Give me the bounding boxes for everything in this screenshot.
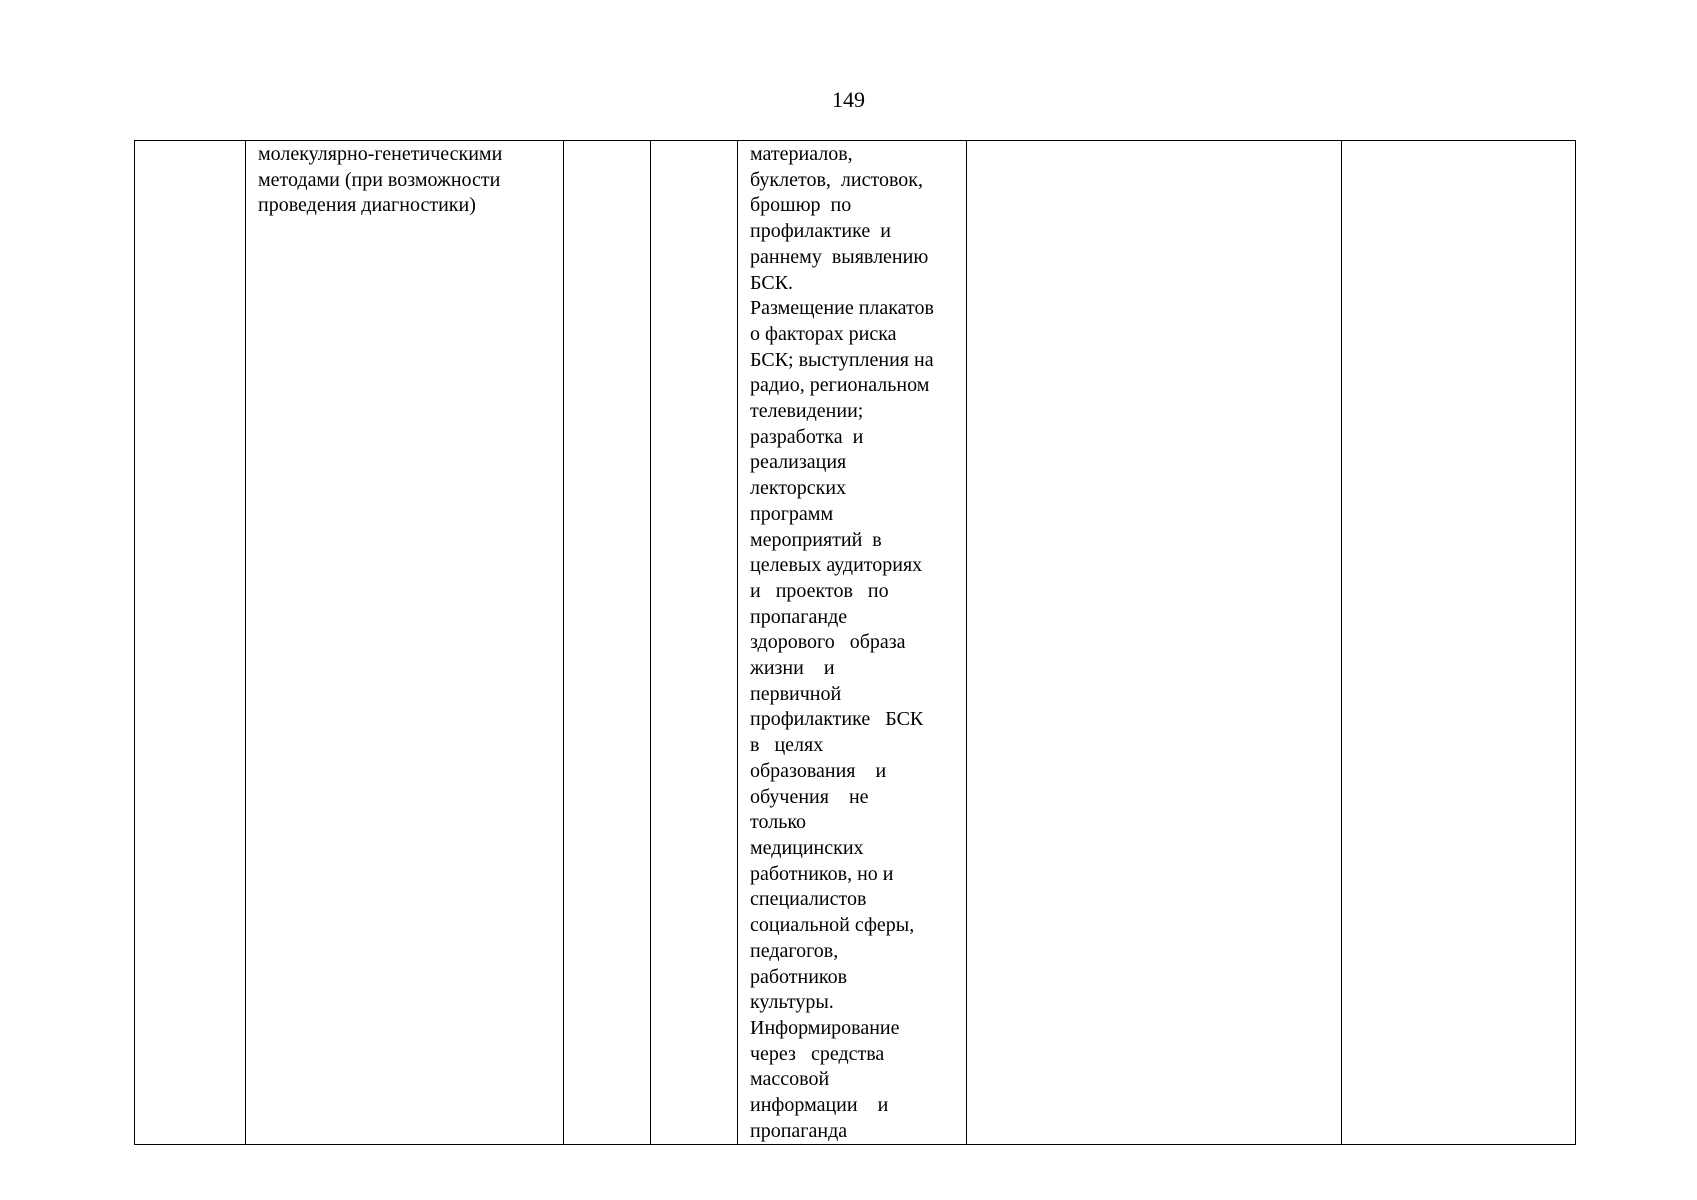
text-line: медицинских (750, 836, 864, 859)
text-line: разработка и (750, 425, 864, 448)
text-line: реализация (750, 451, 847, 474)
text-line: обучения не (750, 785, 869, 808)
cell-text-col5 (738, 141, 966, 1144)
text-line: и проектов по (750, 579, 889, 602)
text-line: лекторских (750, 477, 847, 500)
text-line: буклетов, листовок, (750, 168, 923, 191)
text-line: материалов, (750, 143, 853, 165)
text-line: первичной (750, 682, 842, 705)
table-row (135, 141, 1576, 1145)
text-line: проведения диагностики) (258, 194, 476, 217)
text-line: Информирование (750, 1016, 900, 1039)
text-line: БСК; выступления на (750, 348, 934, 371)
text-line: образования и (750, 759, 887, 782)
text-line: здорового образа (750, 631, 906, 654)
table-cell-1 (135, 141, 246, 1145)
text-line: БСК. (750, 271, 794, 294)
text-line: пропаганда (750, 1119, 848, 1142)
text-line: социальной сферы, (750, 914, 915, 937)
text-line: программ (750, 502, 834, 525)
text-line: брошюр по (750, 194, 852, 217)
cell-text-col2 (246, 141, 563, 219)
text-line: массовой (750, 1068, 830, 1091)
text-line: о факторах риска (750, 322, 897, 345)
text-line: телевидении; (750, 400, 864, 423)
text-line: профилактике и (750, 220, 891, 243)
text-line: пропаганде (750, 605, 848, 628)
text-line: культуры. (750, 991, 834, 1014)
page-number: 149 (832, 87, 865, 112)
text-line: только (750, 811, 807, 834)
text-line: мероприятий в (750, 528, 882, 551)
text-line: педагогов, (750, 939, 839, 962)
table-cell-4 (651, 141, 738, 1145)
measures-table (134, 140, 1576, 1145)
text-line: в целях (750, 734, 824, 757)
table-cell-7 (1342, 141, 1576, 1145)
text-line: Размещение плакатов (750, 297, 934, 320)
text-line: специалистов (750, 888, 867, 911)
text-line: через средства (750, 1042, 885, 1065)
table-cell-5 (738, 141, 967, 1145)
table-cell-2 (246, 141, 564, 1145)
text-line: раннему выявлению (750, 245, 929, 268)
text-line: методами (при возможности (258, 168, 501, 191)
text-line: работников, но и (750, 862, 894, 885)
text-line: информации и (750, 1094, 889, 1117)
text-line: радио, региональном (750, 374, 930, 397)
table-cell-6 (967, 141, 1342, 1145)
text-line: жизни и (750, 657, 835, 680)
text-line: целевых аудиториях (750, 554, 923, 577)
table-cell-3 (564, 141, 651, 1145)
text-line: молекулярно-генетическими (258, 143, 503, 165)
text-line: профилактике БСК (750, 708, 924, 731)
text-line: работников (750, 965, 848, 988)
